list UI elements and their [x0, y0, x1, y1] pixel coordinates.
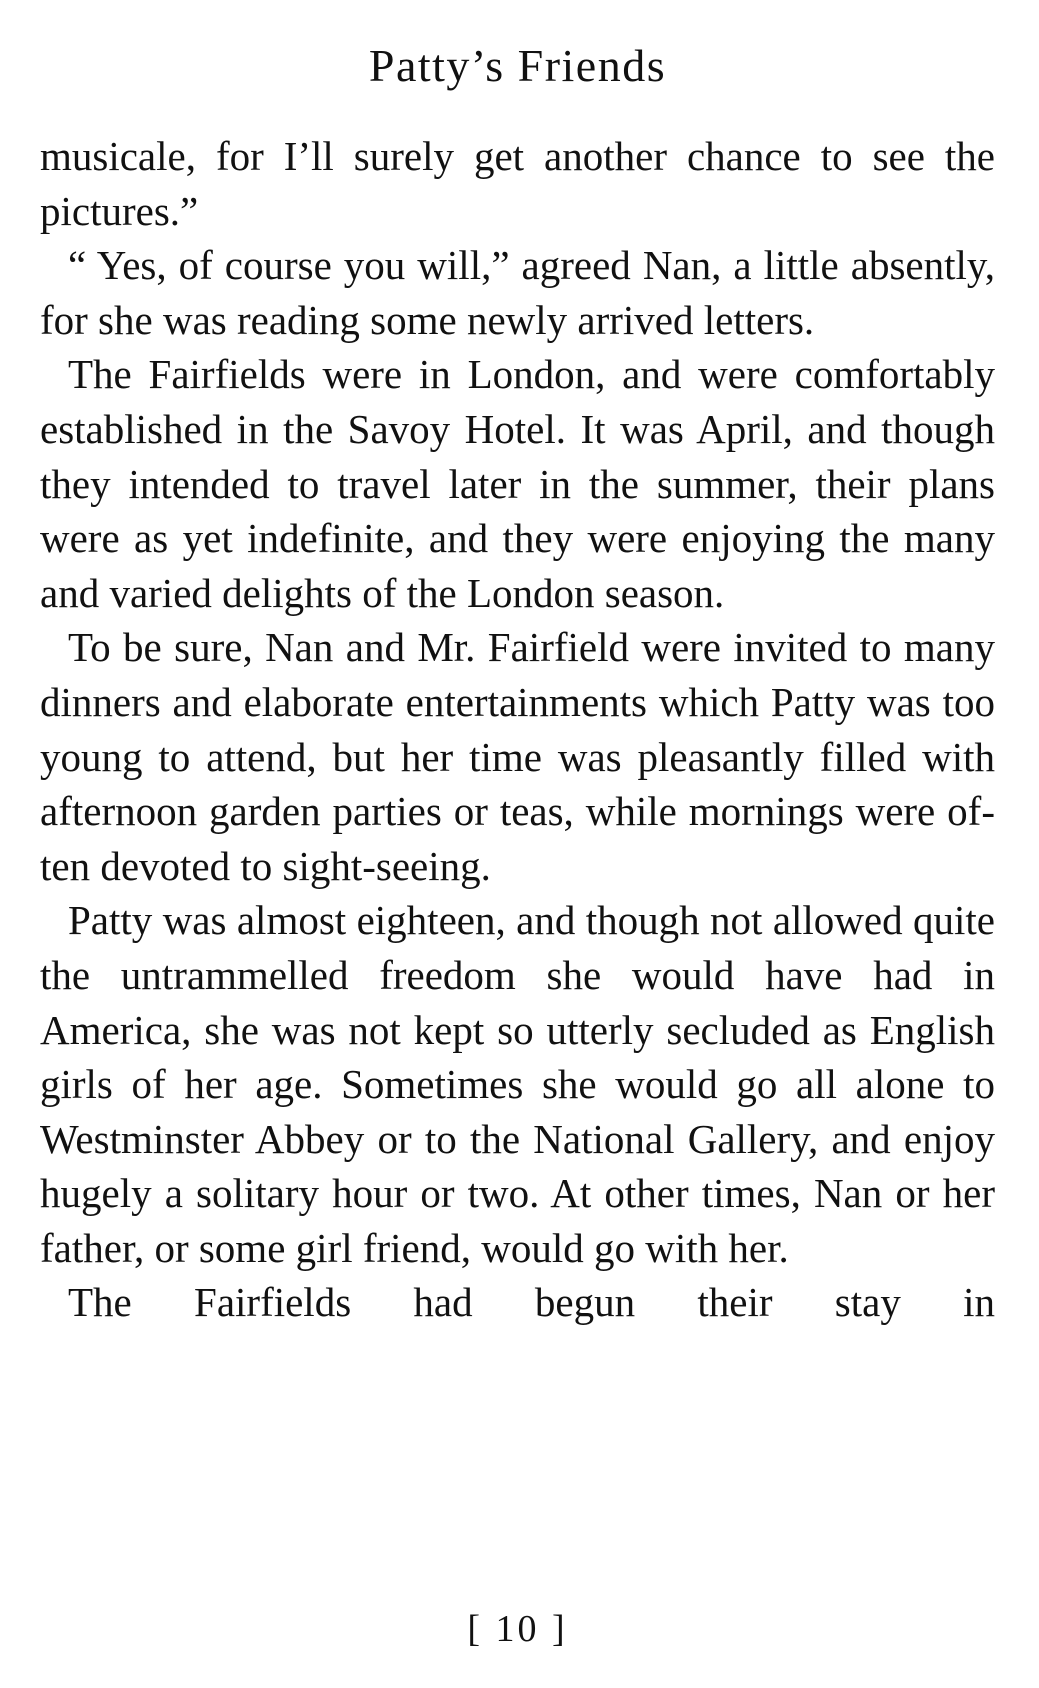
running-head: Patty’s Friends	[368, 40, 667, 91]
paragraph: Patty was almost eighteen, and though not allowed quite the untrammelled freedom she would have had in America, she was not kept so utterly secluded as English girls of her age. Sometimes she would go all alone to Westminster Abbey or to the National Gallery, and enjoy hugely a solitary hour or two. At other times, Nan or her father, or some girl friend, would go with her.	[40, 897, 995, 1271]
paragraph-continuation: musicale, for I’ll surely get another chance to see the pictures.”	[40, 133, 995, 234]
page-number: [ 10 ]	[467, 1608, 568, 1650]
body-text	[40, 129, 995, 1330]
book-page	[40, 0, 995, 1688]
paragraph: To be sure, Nan and Mr. Fairfield were invited to many dinners and elaborate entertainments which Patty was too young to attend, but her time was pleasantly filled with afternoon garden parties or teas, while mornings were often devoted to sight-seeing.	[40, 624, 995, 889]
paragraph-partial: The Fairfields had begun their stay in	[68, 1279, 995, 1326]
paragraph: The Fairfields were in London, and were comfortably established in the Savoy Hotel. It was April, and though they intended to travel later in the summer, their plans were as yet indefinite, and they were enjoying the many and varied delights of the London season.	[40, 351, 995, 616]
paragraph: “ Yes, of course you will,” agreed Nan, a little absently, for she was reading some newly arrived letters.	[40, 242, 995, 343]
